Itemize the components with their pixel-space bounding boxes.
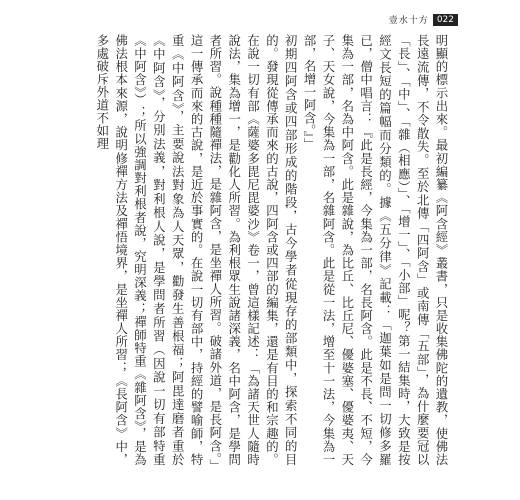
page-header (389, 13, 458, 26)
page-number: 022 (433, 14, 458, 26)
paragraph-2: 初期四阿含或四部形成的階段，古今學者從現存的部類中，探索不同的目的。發現從傳承而來的古說，四阿含或四部的編集，還是有目的和宗趣的。在說一切有部《薩婆多毘尼毘婆沙》卷一，曾這樣記述：「為諸天世人隨時說法，集為增一，是勸化人所習。為利根眾生說諸深義，名中阿含，是學問者所習。說種種隨禪法，是雜阿含，是坐禪人所習。破諸外道，是長阿含。」這一傳承而來的古說，是近於事實的。在說一切有部中，持經的譬喻師，特重《中阿含》，主要說法對象為人天眾，勸發生善根福；阿毘達磨者重於《中阿含》，分別法義，對利根人說，是學問者所習（因說一切有部特重《中阿含》）；所以強調對利根者說，究明深義；禪師特重《雜阿含》，是為佛法根本來源，說明修禪方法及禪悟境界，是坐禪人所習；《長阿含》中，多處破斥外道不如理 (94, 34, 299, 466)
running-title: 壹水十方 (388, 16, 429, 26)
vertical-text-body (70, 34, 450, 466)
paragraph-1: 明顯的標示出來。最初編纂《阿含經》叢書，只是收集佛陀的遺教，使佛法長遠流傳，不令散失。至於北傳「四阿含」或南傳「五部」，為什麼要冠以「長」、「中」、「雜（相應）」、「增一」、「小部」呢？第一結集時，大致是按經文長短的篇幅而分類的。據《五分律》記載：「迦葉如是問一切修多羅已，僧中唱言：『此是長經，今集為一部，名長阿含。此是不長、不短，今集為一部，名為中阿含。此是雜說，為比丘、比丘尼、優婆塞、優婆夷、天子、天女說，今集為一部，名雜阿含。此是從一法，增至十一法，今集為一部，名增一阿含。』」 (302, 34, 449, 466)
